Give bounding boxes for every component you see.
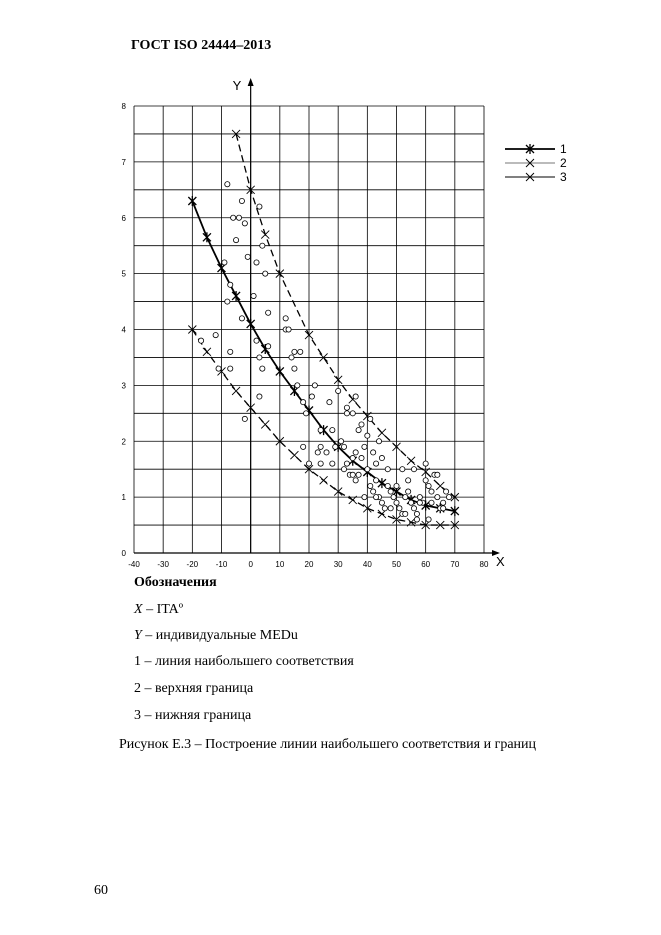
data-point [436, 482, 444, 490]
data-point [371, 450, 376, 455]
y-tick-label: 1 [121, 493, 126, 503]
data-point [336, 388, 341, 393]
data-point [414, 511, 419, 516]
y-symbol: Y [134, 628, 142, 643]
series-measurements [198, 182, 451, 522]
series-1 [188, 196, 459, 516]
data-point [338, 439, 343, 444]
data-point [257, 394, 262, 399]
data-point [292, 366, 297, 371]
data-point [362, 444, 367, 449]
data-point [350, 472, 355, 477]
data-point [225, 182, 230, 187]
y-tick-label: 2 [121, 437, 126, 447]
data-point [318, 444, 323, 449]
data-point [344, 461, 349, 466]
data-point [232, 387, 240, 395]
data-point [228, 282, 233, 287]
data-point [312, 383, 317, 388]
data-point [301, 444, 306, 449]
data-point [203, 348, 211, 356]
data-point [379, 455, 384, 460]
data-point [403, 511, 408, 516]
data-point [441, 500, 446, 505]
series-line [192, 201, 455, 511]
data-point [411, 467, 416, 472]
legend-item-1: 1 – линия наибольшего соответствия [134, 654, 354, 669]
data-point [356, 472, 361, 477]
data-point [292, 349, 297, 354]
data-point [423, 478, 428, 483]
x-tick-label: 0 [248, 560, 253, 569]
y-definition-text: – индивидуальные MEDu [141, 628, 298, 643]
data-point [382, 506, 387, 511]
data-point [188, 196, 196, 206]
legend-x-definition [134, 602, 183, 618]
data-point [260, 366, 265, 371]
data-point [397, 506, 402, 511]
x-tick-label: 60 [421, 560, 431, 569]
data-point [266, 310, 271, 315]
data-point [368, 483, 373, 488]
data-point [365, 467, 370, 472]
data-point [388, 489, 393, 494]
legend-y-definition [134, 628, 298, 644]
data-point [385, 467, 390, 472]
data-point [394, 483, 399, 488]
x-tick-label: -30 [157, 560, 169, 569]
data-point [426, 483, 431, 488]
data-point [263, 271, 268, 276]
legend-label: 3 [560, 170, 567, 184]
data-point [362, 495, 367, 500]
data-point [266, 344, 271, 349]
data-point [406, 478, 411, 483]
data-point [276, 366, 284, 376]
data-point [350, 455, 355, 460]
data-point [290, 451, 298, 459]
data-point [403, 495, 408, 500]
x-tick-label: 50 [392, 560, 401, 569]
data-point [408, 500, 413, 505]
data-point [371, 489, 376, 494]
data-point [222, 260, 227, 265]
data-point [315, 450, 320, 455]
x-tick-label: 80 [479, 560, 489, 569]
data-point [233, 238, 238, 243]
legend-item-2: 2 – верхняя граница [134, 681, 254, 696]
x-tick-label: 70 [450, 560, 460, 569]
data-point [441, 506, 446, 511]
y-tick-label: 4 [121, 325, 126, 335]
data-point [239, 198, 244, 203]
data-point [376, 439, 381, 444]
y-tick-label: 3 [121, 381, 126, 391]
data-point [344, 405, 349, 410]
data-point [242, 416, 247, 421]
data-point [373, 461, 378, 466]
data-point [373, 495, 378, 500]
data-point [359, 422, 364, 427]
x-tick-label: -20 [186, 560, 199, 569]
data-point [298, 349, 303, 354]
data-point [373, 478, 378, 483]
x-symbol: X [134, 602, 143, 617]
data-point [213, 332, 218, 337]
data-point [406, 489, 411, 494]
data-point [435, 495, 440, 500]
data-point [245, 254, 250, 259]
figure-caption: Рисунок Е.3 – Построение линии наибольшего соответствия и границ [119, 737, 537, 752]
data-point [394, 500, 399, 505]
legend-title: Обозначения [134, 575, 217, 590]
data-point [379, 500, 384, 505]
data-point [411, 506, 416, 511]
y-tick-label: 5 [121, 269, 126, 279]
legend-label: 1 [560, 142, 567, 156]
y-tick-label: 8 [121, 102, 126, 111]
data-point [320, 476, 328, 484]
data-point [333, 444, 338, 449]
data-point [429, 500, 434, 505]
data-point [353, 450, 358, 455]
y-axis-arrow [248, 78, 254, 86]
page-number: 60 [94, 883, 108, 898]
data-point [232, 291, 240, 301]
data-point [203, 232, 211, 242]
data-point [309, 394, 314, 399]
data-point [261, 420, 269, 428]
data-point [423, 461, 428, 466]
x-tick-label: 20 [304, 560, 314, 569]
data-point [388, 506, 393, 511]
data-point [391, 495, 396, 500]
data-point [242, 221, 247, 226]
data-point [426, 517, 431, 522]
data-point [350, 411, 355, 416]
data-point [330, 461, 335, 466]
data-point [318, 427, 323, 432]
data-point [341, 444, 346, 449]
data-point [344, 411, 349, 416]
data-point [324, 450, 329, 455]
data-point [239, 316, 244, 321]
data-point [261, 231, 269, 239]
data-point [446, 495, 451, 500]
data-point [254, 338, 259, 343]
y-tick-label: 0 [121, 549, 126, 558]
data-point [247, 319, 255, 329]
data-point [283, 316, 288, 321]
data-point [198, 338, 203, 343]
data-point [417, 495, 422, 500]
data-point [400, 467, 405, 472]
data-point [225, 299, 230, 304]
data-point [378, 429, 386, 437]
data-point [260, 243, 265, 248]
data-point [254, 260, 259, 265]
legend-label: 2 [560, 156, 567, 170]
data-point [365, 433, 370, 438]
x-definition-text: – ITAº [142, 602, 184, 617]
data-point [407, 457, 415, 465]
chart-legend [505, 142, 567, 184]
x-tick-label: -10 [215, 560, 228, 569]
data-point [251, 293, 256, 298]
data-point [228, 366, 233, 371]
data-point [385, 483, 390, 488]
data-point [353, 394, 358, 399]
data-point [353, 478, 358, 483]
data-point [257, 204, 262, 209]
data-point [228, 349, 233, 354]
y-axis-label: Y [232, 78, 242, 93]
x-tick-label: -40 [128, 560, 140, 569]
legend-item-3: 3 – нижняя граница [134, 708, 252, 723]
data-point [318, 461, 323, 466]
data-point [414, 517, 419, 522]
x-tick-label: 30 [333, 560, 343, 569]
document-header: ГОСТ ISO 24444–2013 [131, 38, 272, 53]
data-point [236, 215, 241, 220]
data-point [306, 461, 311, 466]
data-point [231, 215, 236, 220]
data-point [286, 327, 291, 332]
data-point [295, 383, 300, 388]
data-point [435, 472, 440, 477]
data-point [301, 400, 306, 405]
data-point [330, 427, 335, 432]
x-axis-label: X [496, 554, 505, 569]
data-point [443, 489, 448, 494]
data-point [257, 355, 262, 360]
data-point [359, 455, 364, 460]
data-point [417, 500, 422, 505]
data-point [327, 400, 332, 405]
data-point [429, 489, 434, 494]
y-tick-label: 6 [121, 213, 126, 223]
data-point [356, 427, 361, 432]
data-point [341, 467, 346, 472]
x-tick-label: 10 [275, 560, 285, 569]
data-point [289, 355, 294, 360]
data-point [378, 478, 386, 488]
data-point [303, 411, 308, 416]
y-tick-label: 7 [121, 157, 126, 167]
x-tick-label: 40 [362, 560, 372, 569]
data-point [368, 416, 373, 421]
data-point [216, 366, 221, 371]
